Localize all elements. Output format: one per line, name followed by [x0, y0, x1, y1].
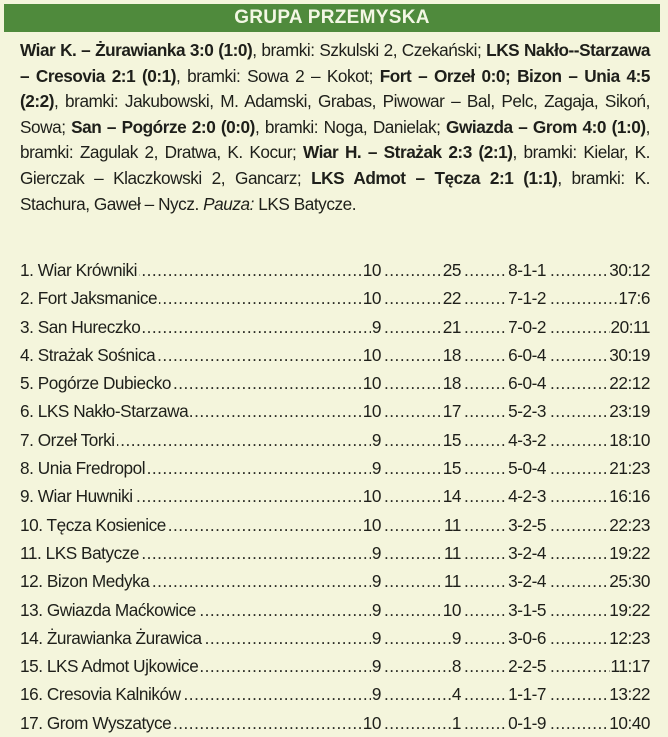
games-played: 9: [371, 539, 382, 567]
win-draw-loss: 0-1-9: [507, 709, 547, 737]
goal-ratio: 12:23: [608, 624, 650, 652]
table-row: [20, 596, 650, 624]
win-draw-loss: 5-0-4: [507, 454, 547, 482]
table-row: [20, 624, 650, 652]
table-row: [20, 341, 650, 369]
games-played: 9: [371, 680, 382, 708]
team-name: 5. Pogórze Dubiecko: [20, 369, 173, 397]
table-row: [20, 313, 650, 341]
match-7-scorers: , bramki: K. Stachura, Gaweł – Nycz.: [20, 167, 651, 214]
win-draw-loss: 5-2-3: [507, 397, 547, 425]
points: 10: [442, 596, 462, 624]
match-7-teams: LKS Admot – Tęcza 2:1 (1:1): [311, 167, 558, 188]
games-played: 10: [362, 709, 382, 737]
match-5-teams: Gwiazda – Grom 4:0 (1:0): [446, 116, 646, 137]
table-row: [20, 482, 650, 510]
games-played: 10: [362, 397, 382, 425]
pause-label: Pauza:: [203, 193, 254, 214]
games-played: 9: [371, 567, 382, 595]
games-played: 10: [362, 369, 382, 397]
points: 11: [443, 567, 462, 595]
table-row: [20, 426, 650, 454]
points: 17: [442, 397, 462, 425]
win-draw-loss: 7-1-2: [507, 284, 547, 312]
win-draw-loss: 3-0-6: [507, 624, 547, 652]
win-draw-loss: 7-0-2: [507, 313, 547, 341]
match-2-scorers: , bramki: Sowa 2 – Kokot;: [176, 65, 380, 86]
goal-ratio: 20:11: [610, 313, 650, 341]
games-played: 10: [362, 341, 382, 369]
goal-ratio: 30:19: [608, 341, 650, 369]
goal-ratio: 16:16: [608, 482, 650, 510]
match-4-scorers: , bramki: Noga, Danielak;: [254, 116, 447, 137]
points: 15: [442, 454, 462, 482]
games-played: 9: [371, 624, 382, 652]
match-6-scorers: , bramki: Kielar, K. Gierczak – Klaczkowski 2, Gancarz;: [20, 142, 650, 188]
match-6-teams: Wiar H. – Strażak 2:3 (2:1): [302, 142, 513, 163]
table-row: [20, 369, 650, 397]
win-draw-loss: 6-0-4: [507, 369, 547, 397]
goal-ratio: 21:23: [608, 454, 650, 482]
team-name: 10. Tęcza Kosienice: [20, 511, 168, 539]
goal-ratio: 19:22: [608, 539, 650, 567]
points: 9: [451, 624, 462, 652]
games-played: 9: [371, 313, 382, 341]
team-name: 7. Orzeł Torki: [20, 426, 117, 454]
goal-ratio: 17:6: [617, 284, 650, 312]
table-row: [20, 539, 650, 567]
goal-ratio: 18:10: [608, 426, 650, 454]
table-row: [20, 652, 650, 680]
team-name: 9. Wiar Huwniki: [20, 482, 135, 510]
match-3-teams: Fort – Orzeł 0:0; Bizon – Unia 4:5 (2:2): [20, 65, 650, 112]
team-name: 11. LKS Batycze: [20, 539, 141, 567]
match-1-scorers: , bramki: Szkulski 2, Czekański;: [252, 40, 487, 60]
points: 18: [442, 369, 462, 397]
team-name: 16. Cresovia Kalników: [20, 680, 183, 708]
table-row: [20, 680, 650, 708]
team-name: 8. Unia Fredropol: [20, 454, 147, 482]
points: 18: [442, 341, 462, 369]
games-played: 10: [362, 511, 382, 539]
games-played: 9: [371, 596, 382, 624]
table-row: [20, 397, 650, 425]
goal-ratio: 22:23: [608, 511, 650, 539]
table-row: [20, 256, 650, 284]
goal-ratio: 30:12: [608, 256, 650, 284]
games-played: 9: [371, 454, 382, 482]
match-5-scorers: , bramki: Zagulak 2, Dratwa, K. Kocur;: [20, 116, 650, 163]
table-row: [20, 454, 650, 482]
points: 11: [443, 511, 462, 539]
goal-ratio: 25:30: [608, 567, 650, 595]
goal-ratio: 23:19: [608, 397, 650, 425]
match-4-teams: San – Pogórze 2:0 (0:0): [71, 116, 255, 137]
team-name: 4. Strażak Sośnica: [20, 341, 157, 369]
match-1-teams: Wiar K. – Żurawianka 3:0 (1:0): [20, 40, 253, 60]
goal-ratio: 19:22: [608, 596, 650, 624]
match-3-scorers: , bramki: Jakubowski, M. Adamski, Grabas, Piwowar – Bal, Pelc, Zagaja, Sikoń, Sowa;: [20, 91, 650, 137]
team-name: 14. Żurawianka Żurawica: [20, 624, 204, 652]
goal-ratio: 22:12: [608, 369, 650, 397]
games-played: 10: [362, 256, 382, 284]
table-row: [20, 284, 650, 312]
group-title: GRUPA PRZEMYSKA: [4, 4, 660, 32]
win-draw-loss: 3-1-5: [507, 596, 547, 624]
games-played: 10: [362, 482, 382, 510]
goal-ratio: 11:17: [610, 652, 650, 680]
games-played: 9: [371, 652, 382, 680]
points: 15: [442, 426, 462, 454]
team-name: 6. LKS Nakło-Starzawa: [20, 397, 190, 425]
points: 1: [451, 709, 462, 737]
points: 11: [443, 539, 462, 567]
win-draw-loss: 6-0-4: [507, 341, 547, 369]
team-name: 3. San Hureczko: [20, 313, 142, 341]
win-draw-loss: 2-2-5: [507, 652, 547, 680]
table-row: [20, 567, 650, 595]
standings-table: [20, 256, 650, 737]
team-name: 13. Gwiazda Maćkowice: [20, 596, 198, 624]
points: 4: [451, 680, 462, 708]
team-name: 1. Wiar Krówniki: [20, 256, 139, 284]
points: 8: [451, 652, 462, 680]
team-name: 2. Fort Jaksmanice: [20, 284, 159, 312]
team-name: 12. Bizon Medyka: [20, 567, 151, 595]
games-played: 9: [371, 426, 382, 454]
win-draw-loss: 3-2-5: [507, 511, 547, 539]
win-draw-loss: 1-1-7: [507, 680, 547, 708]
win-draw-loss: 3-2-4: [507, 539, 547, 567]
goal-ratio: 13:22: [608, 680, 650, 708]
match-results: [20, 38, 650, 217]
win-draw-loss: 8-1-1: [507, 256, 547, 284]
pause-team: LKS Batycze.: [253, 193, 357, 214]
points: 25: [442, 256, 462, 284]
match-2-teams: LKS Nakło--Starzawa – Cresovia 2:1 (0:1): [20, 40, 650, 86]
goal-ratio: 10:40: [608, 709, 650, 737]
win-draw-loss: 4-3-2: [507, 426, 547, 454]
points: 21: [442, 313, 462, 341]
table-row: [20, 511, 650, 539]
games-played: 10: [362, 284, 382, 312]
points: 14: [442, 482, 462, 510]
team-name: 15. LKS Admot Ujkowice: [20, 652, 200, 680]
points: 22: [442, 284, 462, 312]
team-name: 17. Grom Wyszatyce: [20, 709, 173, 737]
win-draw-loss: 3-2-4: [507, 567, 547, 595]
win-draw-loss: 4-2-3: [507, 482, 547, 510]
